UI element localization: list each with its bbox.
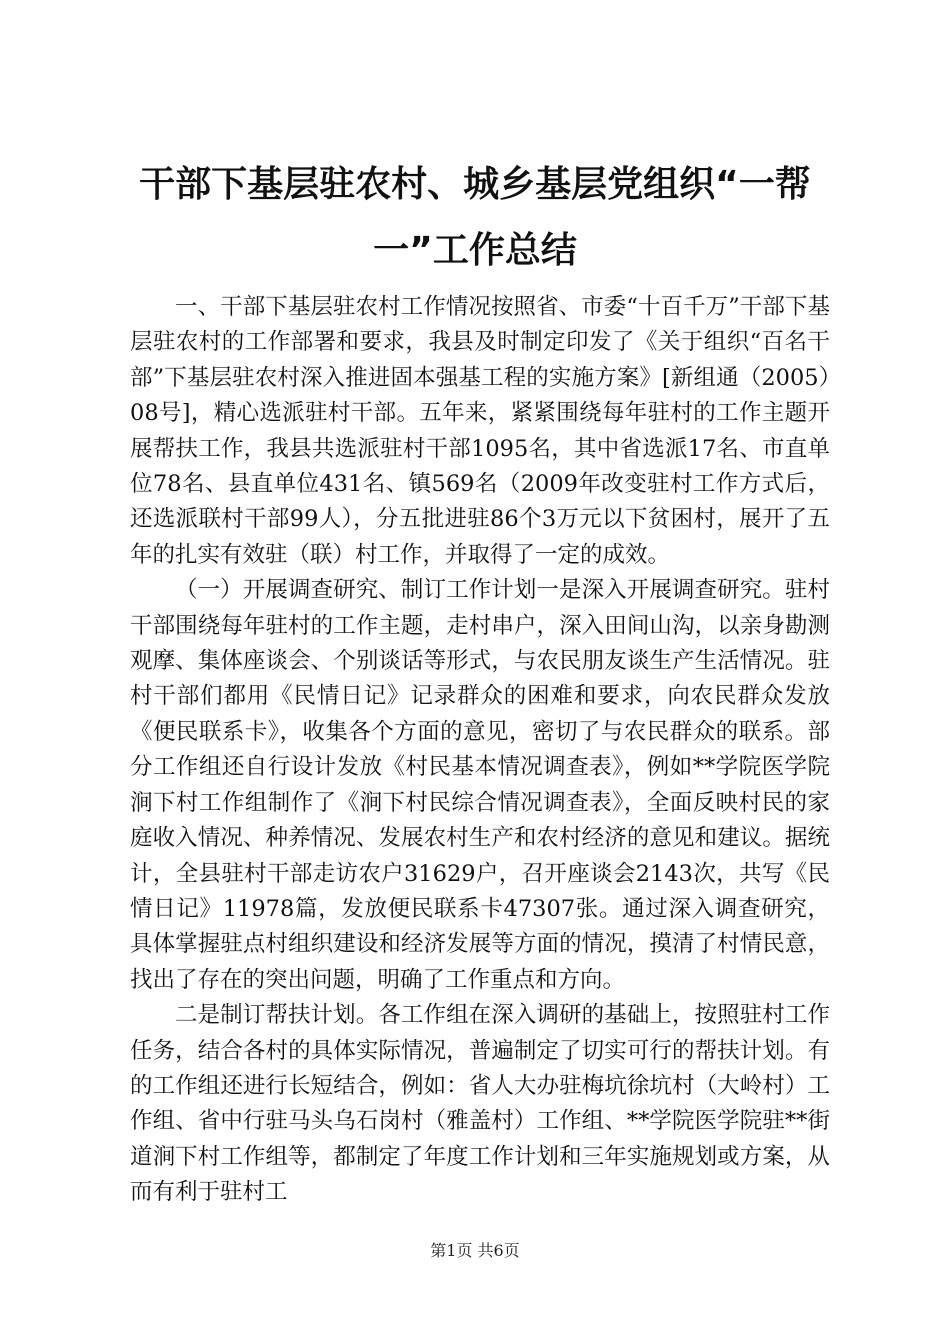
paragraph: （一）开展调查研究、制订工作计划一是深入开展调查研究。驻村干部围绕每年驻村的工作主题，走村串户，深入田间山沟，以亲身勘测观摩、集体座谈会、个别谈话等形式，与农民朋友谈生产生活情况。驻村干部们都用《民情日记》记录群众的困难和要求，向农民群众发放《便民联系卡》，收集各个方面的意见，密切了与农民群众的联系。部分工作组还自行设计发放《村民基本情况调查表》，例如**学院医学院涧下村工作组制作了《涧下村民综合情况调查表》，全面反映村民的家庭收入情况、种养情况、发展农村生产和农村经济的意见和建议。据统计，全县驻村干部走访农户31629户，召开座谈会2143次，共写《民情日记》11978篇，发放便民联系卡47307张。通过深入调查研究，具体掌握驻点村组织建设和经济发展等方面的情况，摸清了村情民意，找出了存在的突出问题，明确了工作重点和方向。	[130, 577, 830, 993]
paragraph: 一、干部下基层驻农村工作情况按照省、市委“十百千万”干部下基层驻农村的工作部署和要求，我县及时制定印发了《关于组织“百名干部”下基层驻农村深入推进固本强基工程的实施方案》[新组通（2005）08号]，精心选派驻村干部。五年来，紧紧围绕每年驻村的工作主题开展帮扶工作，我县共选派驻村干部1095名，其中省选派17名、市直单位78名、县直单位431名、镇569名（2009年改变驻村工作方式后，还选派联村干部99人），分五批进驻86个3万元以下贫困村，展开了五年的扎实有效驻（联）村工作，并取得了一定的成效。	[130, 294, 830, 568]
paragraph: 二是制订帮扶计划。各工作组在深入调研的基础上，按照驻村工作任务，结合各村的具体实际情况，普遍制定了切实可行的帮扶计划。有的工作组还进行长短结合，例如：省人大办驻梅坑徐坑村（大岭村）工作组、省中行驻马头乌石岗村（雅盖村）工作组、**学院医学院驻**街道涧下村工作组等，都制定了年度工作计划和三年实施规划或方案，从而有利于驻村工	[130, 1002, 830, 1206]
document-body	[130, 290, 830, 1211]
document-title: 干部下基层驻农村、城乡基层党组织“一帮一”工作总结	[139, 164, 811, 271]
page-number-footer: 第1页 共6页	[430, 1241, 520, 1260]
